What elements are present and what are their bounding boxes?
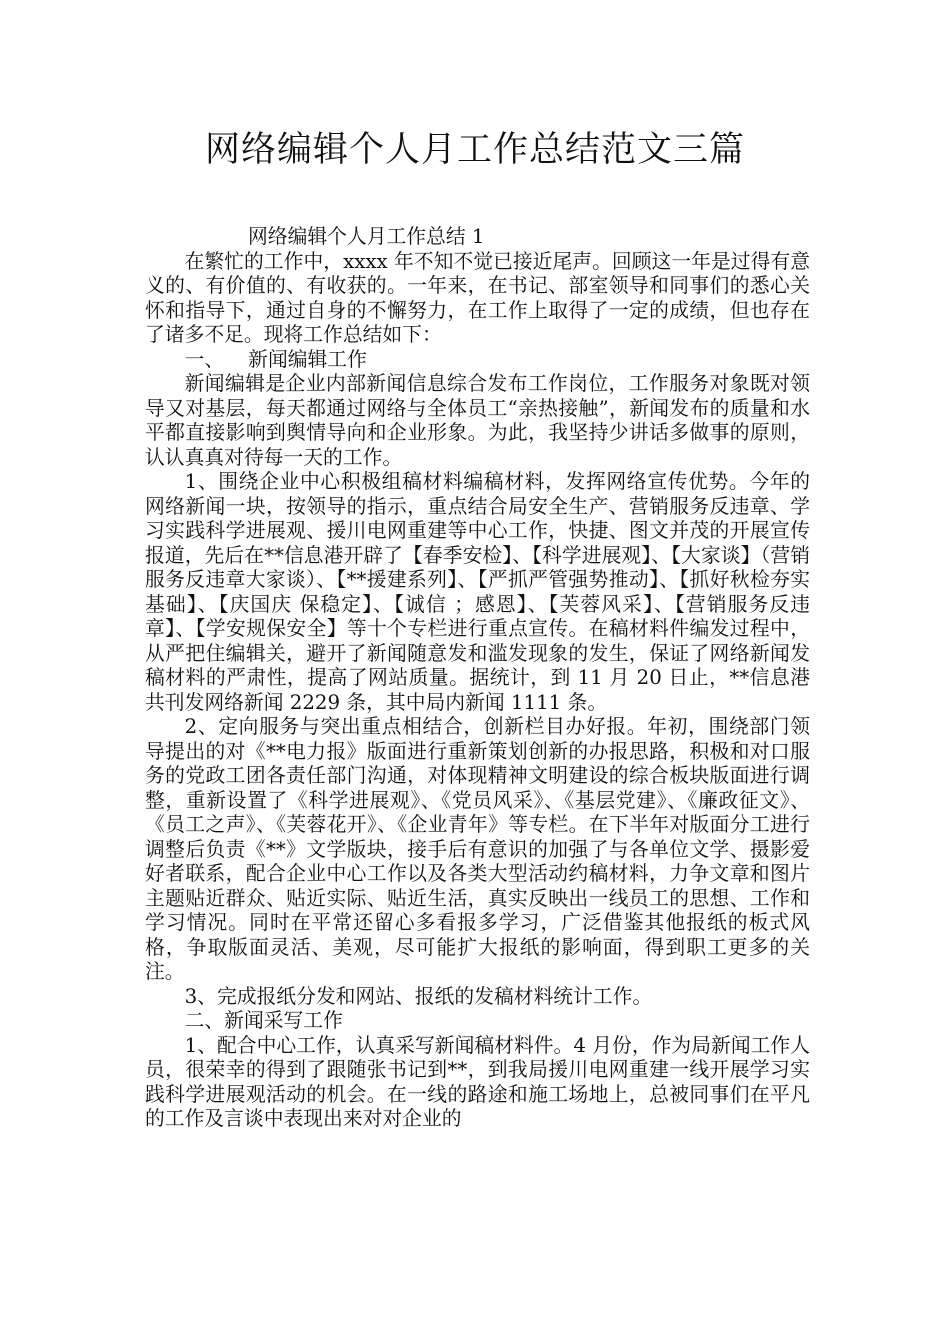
- heading-text: 新闻编辑工作: [248, 347, 367, 371]
- paragraph-news-editing: 新闻编辑是企业内部新闻信息综合发布工作岗位，工作服务对象既对领导又对基层，每天都通过网络与全体员工“亲热接触”，新闻发布的质量和水平都直接影响到舆情导向和企业形象。为此，我坚持少讲话多做事的原则，认认真真对待每一天的工作。: [145, 372, 810, 469]
- paragraph-item-2: 2、定向服务与突出重点相结合，创新栏目办好报。年初，围绕部门领导提出的对《**电力报》版面进行重新策划创新的办报思路，积极和对口服务的党政工团各责任部门沟通，对体现精神文明建设的综合板块版面进行调整，重新设置了《科学进展观》、《党员风采》、《基层党建》、《廉政征文》、《员工之声》、《芙蓉花开》、《企业青年》等专栏。在下半年对版面分工进行调整后负责《**》文学版块，接手后有意识的加强了与各单位文学、摄影爱好者联系，配合企业中心工作以及各类大型活动约稿材料，力争文章和图片主题贴近群众、贴近实际、贴近生活，真实反映出一线员工的思想、工作和学习情况。同时在平常还留心多看报多学习，广泛借鉴其他报纸的板式风格，争取版面灵活、美观，尽可能扩大报纸的影响面，得到职工更多的关注。: [145, 715, 810, 983]
- paragraph-item-1: 1、围绕企业中心积极组稿材料编稿材料，发挥网络宣传优势。今年的网络新闻一块，按领导的指示，重点结合局安全生产、营销服务反违章、学习实践科学进展观、援川电网重建等中心工作，快捷、图文并茂的开展宣传报道，先后在**信息港开辟了【春季安检】、【科学进展观】、【大家谈】（营销服务反违章大家谈）、【**援建系列】、【严抓严管强势推动】、【抓好秋检夯实基础】、【庆国庆 保稳定】、【诚信 ；感恩】、【芙蓉风采】、【营销服务反违章】、【学安规保安全】等十个专栏进行重点宣传。在稿材料件编发过程中，从严把住编辑关，避开了新闻随意发和滥发现象的发生，保证了网络新闻发稿材料的严肃性，提高了网站质量。据统计，到 11 月 20 日止，**信息港共刊发网络新闻 2229 条，其中局内新闻 1111 条。: [145, 470, 810, 714]
- paragraph-intro: 在繁忙的工作中，xxxx 年不知不觉已接近尾声。回顾这一年是过得有意义的、有价值的、有收获的。一年来，在书记、部室领导和同事们的悉心关怀和指导下，通过自身的不懈努力，在工作上取得了一定的成绩，但也存在了诸多不足。现将工作总结如下：: [145, 249, 810, 346]
- paragraph-item-3: 3、完成报纸分发和网站、报纸的发稿材料统计工作。: [184, 984, 653, 1008]
- heading-news-writing: 二、新闻采写工作: [184, 1009, 343, 1032]
- paragraph-writing-1: 1、配合中心工作，认真采写新闻稿材料件。4 月份，作为局新闻工作人员，很荣幸的得到了跟随张书记到**，到我局援川电网重建一线开展学习实践科学进展观活动的机会。在一线的路途和施工场地上，总被同事们在平凡的工作及言谈中表现出来对对企业的: [145, 1033, 810, 1130]
- document-title: 网络编辑个人月工作总结范文三篇: [204, 130, 745, 170]
- heading-number: 一、: [184, 347, 225, 371]
- section-subtitle: 网络编辑个人月工作总结 1: [248, 225, 485, 248]
- heading-news-editing: [145, 348, 810, 373]
- document-body: [145, 225, 810, 1132]
